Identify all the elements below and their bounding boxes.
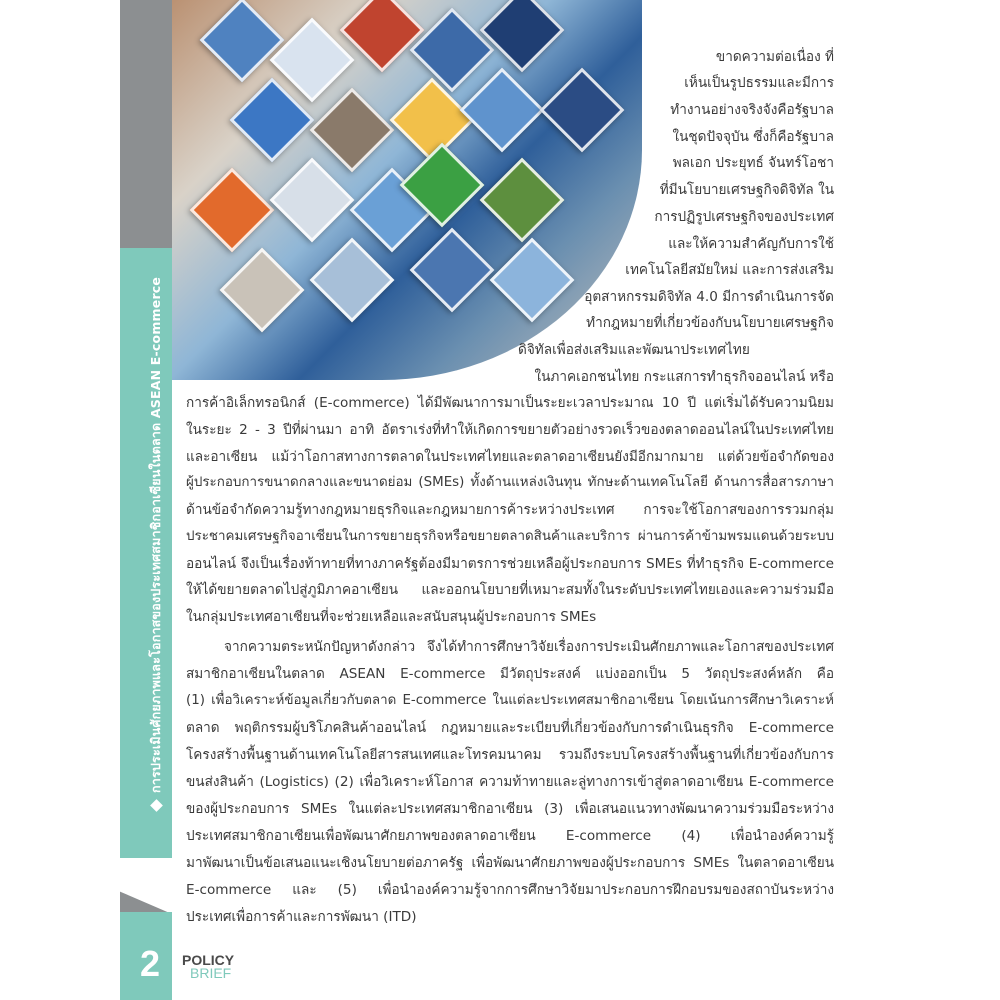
collage-tile	[410, 228, 495, 313]
running-title	[146, 270, 166, 810]
body-line: ทำกฎหมายที่เกี่ยวข้องกับนโยบายเศรษฐกิจ	[586, 315, 834, 331]
collage-tile	[270, 158, 355, 243]
body-line: ออนไลน์ จึงเป็นเรื่องท้าทายที่ทางภาครัฐต้องมีมาตรการช่วยเหลือผู้ประกอบการ SMEs ที่ทำธุรกิจ E-commerce	[186, 556, 834, 572]
body-line: ในกลุ่มประเทศอาเซียนที่จะช่วยเหลือและสนับสนุนผู้ประกอบการ SMEs	[186, 609, 597, 625]
body-line: ในระยะ 2 - 3 ปีที่ผ่านมา อาทิ อัตราเร่งที่ทำให้เกิดการขยายตัวอย่างรวดเร็วของตลาดออนไลน์ในประเทศไทย	[186, 422, 834, 438]
body-line: จากความตระหนักปัญหาดังกล่าว จึงได้ทำการศึกษาวิจัยเรื่องการประเมินศักยภาพและโอกาสของประเทศ	[224, 639, 834, 655]
body-line: ขนส่งสินค้า (Logistics) (2) เพื่อวิเคราะห์โอกาส ความท้าทายและลู่ทางการเข้าสู่ตลาดอาเซียน E-commerce	[186, 774, 834, 790]
body-line: และให้ความสำคัญกับการใช้	[668, 236, 834, 252]
brief-label: BRIEF	[190, 965, 232, 981]
collage-tile	[220, 248, 305, 333]
body-line: ในภาคเอกชนไทย กระแสการทำธุรกิจออนไลน์ หรือ	[534, 369, 834, 385]
body-line: ของผู้ประกอบการ SMEs ในแต่ละประเทศสมาชิกอาเซียน (3) เพื่อเสนอแนวทางพัฒนาความร่วมมือระหว่าง	[186, 801, 834, 817]
collage-tile	[390, 78, 475, 163]
body-line: การปฏิรูปเศรษฐกิจของประเทศ	[654, 209, 834, 225]
diamond-bullet-icon	[150, 799, 163, 812]
body-line: E-commerce และ (5) เพื่อนำองค์ความรู้จากการศึกษาวิจัยมาประกอบการฝึกอบรมของสถาบันระหว่าง	[186, 882, 834, 898]
body-line: ให้ได้ขยายตลาดไปสู่ภูมิภาคอาเซียน และออกนโยบายที่เหมาะสมทั้งในระดับประเทศไทยเองและความร่วมมือ	[186, 582, 834, 598]
body-line: ขาดความต่อเนื่อง ที่	[715, 49, 834, 65]
collage-tile	[540, 68, 625, 153]
collage-tile	[460, 68, 545, 153]
policy-label: POLICY	[182, 952, 235, 968]
body-line: ในชุดปัจจุบัน ซึ่งก็คือรัฐบาล	[672, 129, 834, 145]
body-line: ตลาด พฤติกรรมผู้บริโภคสินค้าออนไลน์ กฎหมายและระเบียบที่เกี่ยวข้องกับการดำเนินธุรกิจ E-commerce	[186, 720, 834, 736]
collage-tile	[480, 158, 565, 243]
collage-tile	[310, 88, 395, 173]
body-line: ที่มีนโยบายเศรษฐกิจดิจิทัล ใน	[659, 182, 834, 198]
page-number: 2	[140, 943, 161, 984]
body-line: ด้านข้อจำกัดความรู้ทางกฎหมายธุรกิจและกฎหมายการค้าระหว่างประเทศ การจะใช้โอกาสของการรวมกลุ่ม	[186, 502, 834, 518]
body-line: โครงสร้างพื้นฐานด้านเทคโนโลยีสารสนเทศและโทรคมนาคม รวมถึงระบบโครงสร้างพื้นฐานที่เกี่ยวข้องกับการ	[186, 747, 834, 763]
running-title-text: การประเมินศักยภาพและโอกาสของประเทศสมาชิกอาเซียนในตลาด ASEAN E-commerce	[148, 276, 163, 793]
body-line: และอาเซียน แม้ว่าโอกาสทางการตลาดในประเทศไทยและตลาดอาเซียนยังมีอีกมากมาย แต่ด้วยข้อจำกัดของ	[186, 449, 834, 465]
collage-tile	[200, 0, 285, 82]
body-line: (1) เพื่อวิเคราะห์ข้อมูลเกี่ยวกับตลาด E-commerce ในแต่ละประเทศสมาชิกอาเซียน โดยเน้นการศึกษาวิเคราะห์	[186, 693, 834, 708]
collage-tile	[480, 0, 565, 72]
body-line: เทคโนโลยีสมัยใหม่ และการส่งเสริม	[625, 262, 834, 278]
body-line: อุตสาหกรรมดิจิทัล 4.0 มีการดำเนินการจัด	[584, 289, 834, 305]
collage-tile	[410, 8, 495, 93]
body-line: การค้าอิเล็กทรอนิกส์ (E-commerce) ได้มีพัฒนาการมาเป็นระยะเวลาประมาณ 10 ปี แต่เริ่มได้รับความนิยม	[186, 395, 834, 411]
body-line: มาพัฒนาเป็นข้อเสนอแนะเชิงนโยบายต่อภาครัฐ เพื่อพัฒนาศักยภาพของผู้ประกอบการ SMEs ในตลาดอาเซียน	[186, 855, 834, 871]
body-line: ประเทศสมาชิกอาเซียนเพื่อพัฒนาศักยภาพของตลาดอาเซียน E-commerce (4) เพื่อนำองค์ความรู้	[186, 828, 834, 844]
body-line: ทำงานอย่างจริงจังคือรัฐบาล	[670, 102, 834, 118]
body-line: ดิจิทัลเพื่อส่งเสริมและพัฒนาประเทศไทย	[518, 342, 750, 358]
body-line: ประชาคมเศรษฐกิจอาเซียนในการขยายธุรกิจหรือขยายตลาดสินค้าและบริการ ผ่านการค้าข้ามพรมแดนด้วยระบบ	[186, 529, 834, 544]
body-line: เห็นเป็นรูปธรรมและมีการ	[684, 75, 834, 91]
collage-tile	[310, 238, 395, 323]
body-line: ผู้ประกอบการขนาดกลางและขนาดย่อม (SMEs) ทั้งด้านแหล่งเงินทุน ทักษะด้านเทคโนโลยี ด้านการสื่อสารภาษา	[186, 475, 834, 490]
collage-tile	[190, 168, 275, 253]
body-line: สมาชิกอาเซียนในตลาด ASEAN E-commerce มีวัตถุประสงค์ แบ่งออกเป็น 5 วัตถุประสงค์หลัก คือ	[186, 666, 834, 682]
body-line: พลเอก ประยุทธ์ จันทร์โอชา	[672, 155, 834, 171]
body-line: ประเทศเพื่อการค้าและการพัฒนา (ITD)	[186, 909, 417, 925]
